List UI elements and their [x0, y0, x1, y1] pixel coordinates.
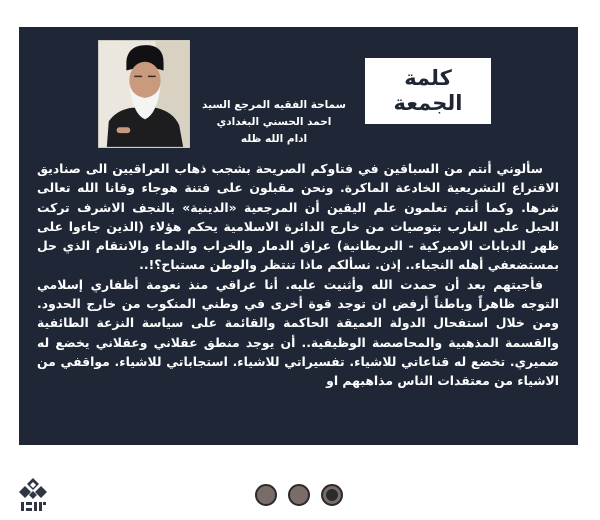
author-caption — [199, 97, 349, 148]
article-paragraph: سألوني أنتم من السباقين في فتاوكم الصريحة بشجب ذهاب العراقيين الى صناديق الاقتراع التشريعية الخادعة الماكرة. ونحن مقبلون على فتنة هوجاء وقانا الله تعالى شرها. وكما أنتم تعلمون علم اليقين أن المرجعية «الدينية» بالنجف الاشرف تركت الحبل على الغارب بتوصيات من خارج الدائرة الاسلامية يحكم هؤلاء (الذين جاءوا على ظهر الدبابات الاميركية - البريطانية) عراق الدمار والخراب والدماء والانتقام الذي حل بمستضعفي أهله النجباء.. إذن. نسألكم ماذا تنتظر والوطن مستباح؟!.. — [37, 161, 559, 273]
pager-dot[interactable] — [255, 484, 277, 506]
article-paragraph: فأجبتهم بعد أن حمدت الله وأثنيت عليه. أنا عراقي منذ نعومة أظفاري إسلامي التوجه ظاهراً وباطناً أرفض ان توجد قوة أخرى في وطني المنكوب من خارج الحدود. ومن خلال استفحال الدولة العميقة الحاكمة والقائمة على سياسة النزعة الطائفية والقسمة المذهبية والمحاصصة الوظيفية.. أن يوجد منطق عقلاني وعقلاني يخضع له ضميري. تخضع له قناعاتي للاشياء. تفسيراتي للاشياء. استجاباتي للاشياء. مواقفي من الاشياء من معتقدات الناس مذاهبهم او — [37, 276, 559, 389]
caption-line: سماحة الفقيه المرجع السيد — [202, 99, 346, 111]
article-panel — [19, 27, 578, 445]
title-line: الجمعة — [393, 91, 463, 115]
article-body — [37, 159, 559, 391]
author-portrait — [98, 40, 190, 148]
publisher-logo-icon — [18, 477, 48, 513]
pager-dot[interactable] — [288, 484, 310, 506]
pager — [255, 484, 343, 506]
caption-line: ادام الله ظله — [240, 133, 308, 145]
pager-dot-active[interactable] — [321, 484, 343, 506]
portrait-image — [99, 41, 189, 147]
title-card — [365, 58, 491, 124]
caption-line: احمد الحسني البغدادي — [216, 116, 332, 128]
title-line: كلمة — [404, 66, 452, 90]
